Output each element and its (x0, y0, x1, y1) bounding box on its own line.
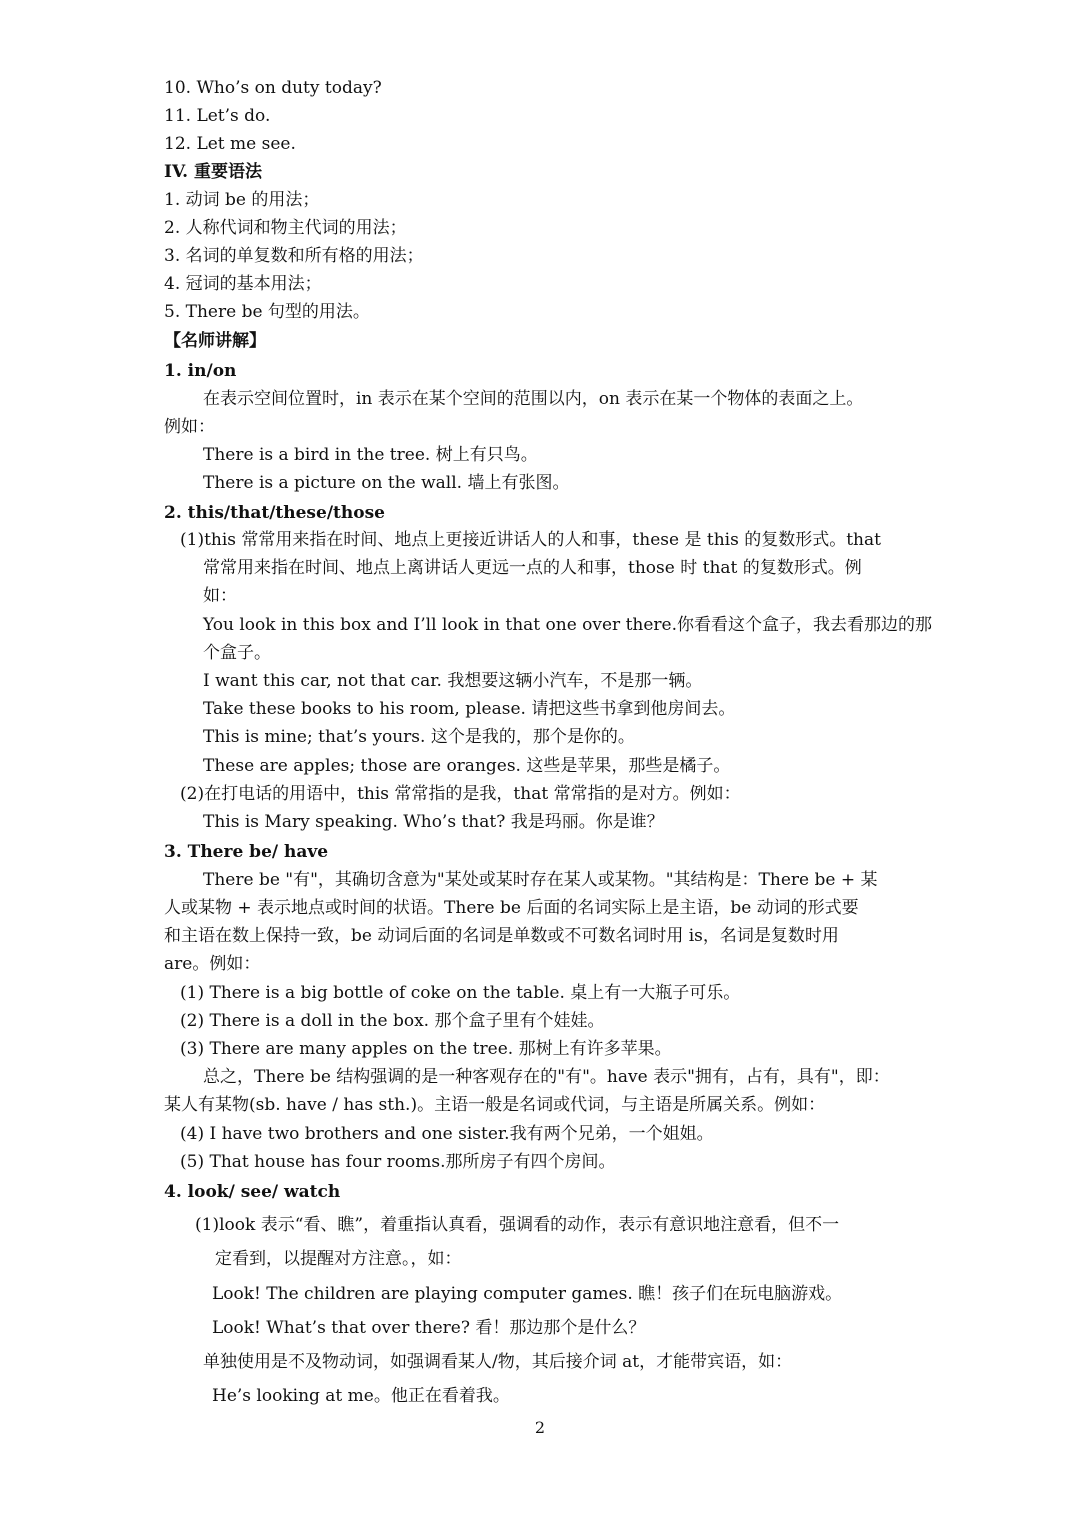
body-line: 如： (203, 586, 237, 606)
example-line: You look in this box and I’ll look in that one over there.你看看这个盒子，我去看那边的那 (203, 615, 933, 635)
body-line: 总之，There be 结构强调的是一种客观存在的"有"。have 表示"拥有，占有，具有"，即： (203, 1067, 890, 1087)
section-heading: 【名师讲解】 (164, 331, 266, 351)
example-line: He’s looking at me。他正在看着我。 (212, 1386, 510, 1406)
example-line: Take these books to his room, please. 请把这些书拿到他房间去。 (203, 699, 736, 719)
example-line: 个盒子。 (203, 643, 271, 663)
grammar-item: 3. 名词的单复数和所有格的用法； (164, 246, 424, 266)
section-heading: IV. 重要语法 (164, 162, 263, 182)
body-line: (1)look 表示“看、瞧”，着重指认真看，强调看的动作，表示有意识地注意看，但不一 (195, 1215, 840, 1235)
body-line: 人或某物 + 表示地点或时间的状语。There be 后面的名词实际上是主语，be 动词的形式要 (164, 898, 859, 918)
example-line: Look! What’s that over there? 看！那边那个是什么？ (212, 1318, 646, 1338)
phrase-line: 10. Who’s on duty today? (164, 78, 382, 98)
body-line: (2)在打电话的用语中，this 常常指的是我，that 常常指的是对方。例如： (180, 784, 741, 804)
body-line: 某人有某物(sb. have / has sth.)。主语一般是名词或代词，与主语是所属关系。例如： (164, 1095, 826, 1115)
phrase-line: 12. Let me see. (164, 134, 296, 154)
topic-heading: 2. this/that/these/those (164, 503, 385, 523)
topic-heading: 1. in/on (164, 361, 237, 381)
example-line: (4) I have two brothers and one sister.我有两个兄弟，一个姐姐。 (180, 1124, 714, 1144)
body-line: 和主语在数上保持一致，be 动词后面的名词是单数或不可数名词时用 is，名词是复数时用 (164, 926, 839, 946)
grammar-item: 1. 动词 be 的用法； (164, 190, 320, 210)
example-line: (2) There is a doll in the box. 那个盒子里有个娃娃。 (180, 1011, 605, 1031)
topic-heading: 4. look/ see/ watch (164, 1182, 341, 1202)
body-line: are。例如： (164, 954, 261, 974)
example-line: There is a picture on the wall. 墙上有张图。 (203, 473, 570, 493)
body-line: There be "有"，其确切含意为"某处或某时存在某人或某物。"其结构是：There be + 某 (203, 870, 878, 890)
body-line: (1)this 常常用来指在时间、地点上更接近讲话人的人和事，these 是 this 的复数形式。that (180, 530, 881, 550)
example-line: This is Mary speaking. Who’s that? 我是玛丽。你是谁？ (203, 812, 664, 832)
example-line: (1) There is a big bottle of coke on the table. 桌上有一大瓶子可乐。 (180, 983, 741, 1003)
example-line: There is a bird in the tree. 树上有只鸟。 (203, 445, 538, 465)
example-line: (3) There are many apples on the tree. 那树上有许多苹果。 (180, 1039, 672, 1059)
example-line: (5) That house has four rooms.那所房子有四个房间。 (180, 1152, 616, 1172)
example-line: Look! The children are playing computer games. 瞧！孩子们在玩电脑游戏。 (212, 1284, 843, 1304)
grammar-item: 2. 人称代词和物主代词的用法； (164, 218, 407, 238)
body-line: 例如： (164, 417, 215, 437)
body-line: 单独使用是不及物动词，如强调看某人/物，其后接介词 at，才能带宾语，如： (203, 1352, 793, 1372)
example-line: I want this car, not that car. 我想要这辆小汽车，不是那一辆。 (203, 671, 703, 691)
body-line: 定看到，以提醒对方注意。，如： (215, 1249, 462, 1269)
body-line: 常常用来指在时间、地点上离讲话人更远一点的人和事，those 时 that 的复数形式。例 (203, 558, 862, 578)
grammar-item: 5. There be 句型的用法。 (164, 302, 370, 322)
example-line: These are apples; those are oranges. 这些是苹果，那些是橘子。 (203, 756, 731, 776)
phrase-line: 11. Let’s do. (164, 106, 271, 126)
example-line: This is mine; that’s yours. 这个是我的，那个是你的。 (203, 727, 635, 747)
topic-heading: 3. There be/ have (164, 842, 329, 862)
body-line: 在表示空间位置时，in 表示在某个空间的范围以内，on 表示在某一个物体的表面之上。 (203, 389, 864, 409)
grammar-item: 4. 冠词的基本用法； (164, 274, 322, 294)
page-number: 2 (534, 1418, 546, 1437)
